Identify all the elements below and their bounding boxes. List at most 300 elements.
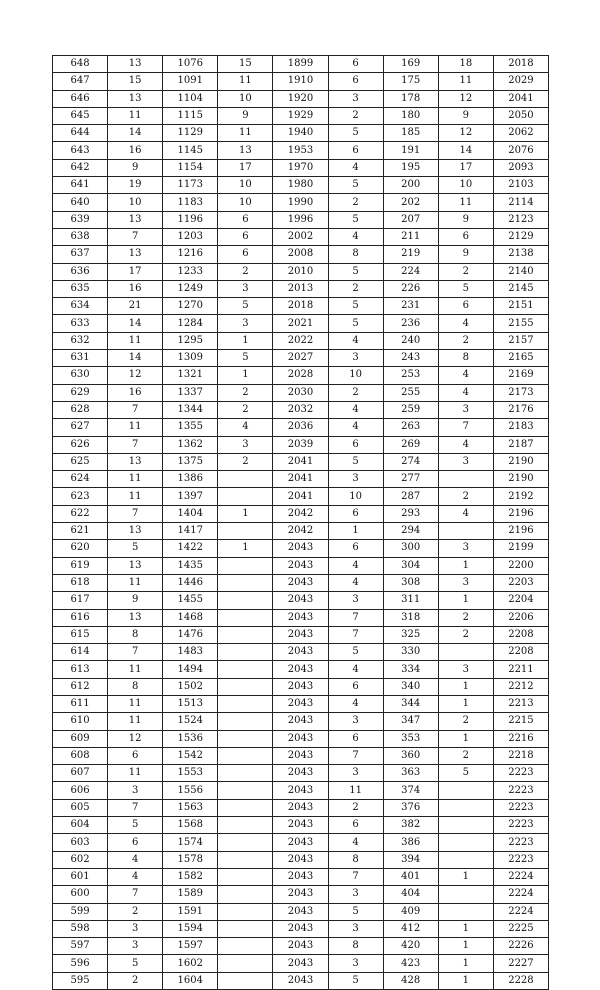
table-cell: 8 <box>328 851 383 868</box>
table-cell: 219 <box>383 246 438 263</box>
table-cell: 7 <box>328 626 383 643</box>
table-cell: 13 <box>108 453 163 470</box>
table-cell: 263 <box>383 419 438 436</box>
table-cell: 202 <box>383 194 438 211</box>
table-cell: 2145 <box>493 280 548 297</box>
table-cell: 1 <box>218 332 273 349</box>
table-cell: 4 <box>328 401 383 418</box>
table-cell: 1145 <box>163 142 218 159</box>
table-cell: 1115 <box>163 107 218 124</box>
table-cell: 2183 <box>493 419 548 436</box>
table-cell: 624 <box>53 471 108 488</box>
table-row <box>53 574 549 591</box>
table-cell: 2216 <box>493 730 548 747</box>
table-cell: 14 <box>438 142 493 159</box>
table-cell <box>438 851 493 868</box>
table-cell: 647 <box>53 73 108 90</box>
table-cell: 325 <box>383 626 438 643</box>
table-cell: 2 <box>328 384 383 401</box>
table-cell: 612 <box>53 678 108 695</box>
table-row <box>53 298 549 315</box>
table-cell: 1455 <box>163 592 218 609</box>
table-cell: 5 <box>328 263 383 280</box>
table-cell: 6 <box>328 436 383 453</box>
table-cell: 231 <box>383 298 438 315</box>
table-cell: 1173 <box>163 177 218 194</box>
table-cell: 7 <box>328 868 383 885</box>
table-cell: 1309 <box>163 350 218 367</box>
table-cell: 3 <box>108 920 163 937</box>
table-cell: 4 <box>438 367 493 384</box>
table-cell: 633 <box>53 315 108 332</box>
table-row <box>53 177 549 194</box>
table-cell: 16 <box>108 384 163 401</box>
table-cell: 11 <box>438 194 493 211</box>
table-cell: 6 <box>218 228 273 245</box>
table-cell: 13 <box>108 90 163 107</box>
table-cell: 7 <box>438 419 493 436</box>
table-cell: 6 <box>328 540 383 557</box>
table-cell: 17 <box>438 159 493 176</box>
table-cell: 11 <box>108 107 163 124</box>
table-cell <box>218 592 273 609</box>
table-cell: 14 <box>108 125 163 142</box>
table-cell: 645 <box>53 107 108 124</box>
table-cell: 3 <box>438 540 493 557</box>
table-cell: 240 <box>383 332 438 349</box>
table-cell: 609 <box>53 730 108 747</box>
table-row <box>53 505 549 522</box>
table-cell: 2204 <box>493 592 548 609</box>
table-cell: 1404 <box>163 505 218 522</box>
table-cell: 200 <box>383 177 438 194</box>
table-cell: 386 <box>383 834 438 851</box>
table-cell: 1 <box>438 955 493 972</box>
table-cell <box>218 782 273 799</box>
table-cell: 622 <box>53 505 108 522</box>
table-row <box>53 938 549 955</box>
table-cell: 2155 <box>493 315 548 332</box>
table-cell <box>218 765 273 782</box>
table-cell: 6 <box>328 730 383 747</box>
table-cell: 6 <box>218 211 273 228</box>
table-row <box>53 384 549 401</box>
table-row <box>53 747 549 764</box>
table-cell: 2223 <box>493 817 548 834</box>
table-cell: 6 <box>108 834 163 851</box>
table-cell: 2223 <box>493 782 548 799</box>
table-cell: 1 <box>218 540 273 557</box>
table-cell: 2 <box>438 713 493 730</box>
table-cell <box>438 834 493 851</box>
table-cell: 3 <box>218 315 273 332</box>
table-cell: 11 <box>218 125 273 142</box>
table-cell: 598 <box>53 920 108 937</box>
table-cell <box>438 782 493 799</box>
table-cell: 11 <box>108 695 163 712</box>
table-cell: 1920 <box>273 90 328 107</box>
table-cell <box>218 799 273 816</box>
table-cell: 2043 <box>273 938 328 955</box>
table-cell: 412 <box>383 920 438 937</box>
table-cell: 2043 <box>273 782 328 799</box>
table-cell: 1 <box>218 367 273 384</box>
table-cell: 2196 <box>493 505 548 522</box>
table-row <box>53 488 549 505</box>
table-cell: 8 <box>108 626 163 643</box>
table-row <box>53 436 549 453</box>
table-cell: 2043 <box>273 955 328 972</box>
table-cell: 1337 <box>163 384 218 401</box>
table-cell: 2 <box>218 453 273 470</box>
table-cell: 224 <box>383 263 438 280</box>
table-cell <box>218 972 273 989</box>
table-cell: 1582 <box>163 868 218 885</box>
table-cell: 17 <box>218 159 273 176</box>
table-cell: 2 <box>438 626 493 643</box>
table-cell: 1 <box>438 557 493 574</box>
table-cell: 616 <box>53 609 108 626</box>
table-row <box>53 471 549 488</box>
table-cell: 318 <box>383 609 438 626</box>
table-cell: 3 <box>328 471 383 488</box>
table-cell: 2 <box>328 107 383 124</box>
table-cell: 2043 <box>273 920 328 937</box>
table-cell: 2208 <box>493 644 548 661</box>
table-cell: 277 <box>383 471 438 488</box>
table-cell: 18 <box>438 56 493 73</box>
table-row <box>53 626 549 643</box>
table-cell: 4 <box>328 159 383 176</box>
table-cell: 1591 <box>163 903 218 920</box>
table-cell: 595 <box>53 972 108 989</box>
table-cell: 2224 <box>493 886 548 903</box>
table-cell: 340 <box>383 678 438 695</box>
table-cell: 1556 <box>163 782 218 799</box>
table-cell: 1502 <box>163 678 218 695</box>
table-cell: 11 <box>108 765 163 782</box>
table-row <box>53 886 549 903</box>
table-cell: 629 <box>53 384 108 401</box>
table-cell: 1953 <box>273 142 328 159</box>
table-cell: 1578 <box>163 851 218 868</box>
table-cell: 294 <box>383 523 438 540</box>
table-cell: 334 <box>383 661 438 678</box>
table-cell: 3 <box>438 661 493 678</box>
table-cell: 1397 <box>163 488 218 505</box>
table-cell: 360 <box>383 747 438 764</box>
table-cell: 5 <box>328 453 383 470</box>
table-cell: 2223 <box>493 799 548 816</box>
table-cell: 374 <box>383 782 438 799</box>
table-cell: 1249 <box>163 280 218 297</box>
table-cell: 640 <box>53 194 108 211</box>
table-cell: 3 <box>218 436 273 453</box>
table-cell: 12 <box>108 730 163 747</box>
table-row <box>53 678 549 695</box>
table-cell: 9 <box>438 211 493 228</box>
table-cell: 14 <box>108 350 163 367</box>
table-cell: 5 <box>328 903 383 920</box>
table-row <box>53 765 549 782</box>
table-cell: 1568 <box>163 817 218 834</box>
table-cell: 2041 <box>273 488 328 505</box>
table-cell: 4 <box>108 868 163 885</box>
table-cell: 1990 <box>273 194 328 211</box>
table-cell: 5 <box>328 315 383 332</box>
table-cell: 169 <box>383 56 438 73</box>
table-cell: 2 <box>438 609 493 626</box>
table-cell: 637 <box>53 246 108 263</box>
table-cell: 2043 <box>273 592 328 609</box>
table-cell: 2151 <box>493 298 548 315</box>
table-row <box>53 453 549 470</box>
table-cell: 13 <box>108 523 163 540</box>
table-cell: 5 <box>218 350 273 367</box>
table-cell: 6 <box>108 747 163 764</box>
table-row <box>53 834 549 851</box>
table-cell: 2212 <box>493 678 548 695</box>
table-cell: 7 <box>328 609 383 626</box>
table-cell: 6 <box>328 678 383 695</box>
table-cell: 2129 <box>493 228 548 245</box>
table-cell: 2114 <box>493 194 548 211</box>
table-cell <box>218 834 273 851</box>
table-cell: 2140 <box>493 263 548 280</box>
table-cell <box>438 523 493 540</box>
table-cell: 2021 <box>273 315 328 332</box>
table-cell: 5 <box>328 972 383 989</box>
table-row <box>53 799 549 816</box>
table-cell: 2043 <box>273 799 328 816</box>
table-cell: 5 <box>218 298 273 315</box>
table-cell: 1154 <box>163 159 218 176</box>
table-cell: 1375 <box>163 453 218 470</box>
table-row <box>53 592 549 609</box>
table-cell: 207 <box>383 211 438 228</box>
table-cell: 2043 <box>273 661 328 678</box>
table-cell <box>218 713 273 730</box>
table-cell: 5 <box>328 644 383 661</box>
table-row <box>53 920 549 937</box>
table-cell: 180 <box>383 107 438 124</box>
table-cell: 2103 <box>493 177 548 194</box>
table-cell: 620 <box>53 540 108 557</box>
table-cell: 599 <box>53 903 108 920</box>
table-cell: 2041 <box>493 90 548 107</box>
table-cell: 2018 <box>273 298 328 315</box>
table-row <box>53 955 549 972</box>
table-cell: 308 <box>383 574 438 591</box>
table-cell: 1295 <box>163 332 218 349</box>
table-cell: 2223 <box>493 834 548 851</box>
table-cell: 420 <box>383 938 438 955</box>
table-cell <box>218 903 273 920</box>
table-cell: 1980 <box>273 177 328 194</box>
table-cell: 625 <box>53 453 108 470</box>
table-row <box>53 332 549 349</box>
table-cell: 10 <box>438 177 493 194</box>
table-cell: 1594 <box>163 920 218 937</box>
table-cell: 10 <box>328 488 383 505</box>
table-cell <box>218 920 273 937</box>
table-cell: 1468 <box>163 609 218 626</box>
table-cell: 4 <box>328 419 383 436</box>
table-cell: 304 <box>383 557 438 574</box>
table-cell: 2227 <box>493 955 548 972</box>
table-cell: 2028 <box>273 367 328 384</box>
table-row <box>53 782 549 799</box>
table-cell: 631 <box>53 350 108 367</box>
table-row <box>53 315 549 332</box>
table-cell: 1970 <box>273 159 328 176</box>
table-cell: 10 <box>218 177 273 194</box>
table-row <box>53 851 549 868</box>
table-cell: 1386 <box>163 471 218 488</box>
table-cell: 2 <box>328 194 383 211</box>
table-cell: 1 <box>438 678 493 695</box>
table-cell: 606 <box>53 782 108 799</box>
table-cell: 3 <box>328 90 383 107</box>
table-cell: 6 <box>328 817 383 834</box>
table-cell: 2223 <box>493 851 548 868</box>
table-cell <box>438 471 493 488</box>
table-cell: 636 <box>53 263 108 280</box>
table-cell: 3 <box>328 592 383 609</box>
table-cell: 2043 <box>273 626 328 643</box>
table-cell: 11 <box>108 488 163 505</box>
table-cell: 5 <box>108 817 163 834</box>
table-cell: 2043 <box>273 765 328 782</box>
table-cell: 1129 <box>163 125 218 142</box>
table-cell: 1476 <box>163 626 218 643</box>
table-cell: 3 <box>328 955 383 972</box>
table-cell: 9 <box>438 107 493 124</box>
table-cell: 394 <box>383 851 438 868</box>
table-cell: 4 <box>108 851 163 868</box>
table-cell: 287 <box>383 488 438 505</box>
table-cell <box>438 886 493 903</box>
table-cell: 2 <box>438 747 493 764</box>
table-row <box>53 419 549 436</box>
table-cell: 611 <box>53 695 108 712</box>
table-cell: 5 <box>328 298 383 315</box>
table-cell: 274 <box>383 453 438 470</box>
table-cell: 12 <box>438 125 493 142</box>
table-cell: 1446 <box>163 574 218 591</box>
table-cell: 2039 <box>273 436 328 453</box>
table-row <box>53 903 549 920</box>
table-cell: 2196 <box>493 523 548 540</box>
table-cell: 604 <box>53 817 108 834</box>
table-cell <box>218 938 273 955</box>
table-cell: 409 <box>383 903 438 920</box>
table-cell: 635 <box>53 280 108 297</box>
table-cell: 4 <box>328 661 383 678</box>
table-cell: 4 <box>328 834 383 851</box>
table-cell: 597 <box>53 938 108 955</box>
table-cell: 7 <box>108 799 163 816</box>
table-cell: 330 <box>383 644 438 661</box>
table-cell: 4 <box>328 557 383 574</box>
table-cell: 1216 <box>163 246 218 263</box>
table-cell: 1589 <box>163 886 218 903</box>
table-cell: 2043 <box>273 972 328 989</box>
table-cell: 5 <box>328 211 383 228</box>
table-cell: 2123 <box>493 211 548 228</box>
table-cell: 7 <box>108 644 163 661</box>
table-cell: 614 <box>53 644 108 661</box>
table-cell: 12 <box>108 367 163 384</box>
table-cell: 6 <box>328 73 383 90</box>
table-cell: 1597 <box>163 938 218 955</box>
table-cell: 3 <box>218 280 273 297</box>
table-row <box>53 107 549 124</box>
table-cell: 2062 <box>493 125 548 142</box>
table-cell: 13 <box>108 609 163 626</box>
table-cell: 2043 <box>273 557 328 574</box>
table-cell: 617 <box>53 592 108 609</box>
table-cell: 5 <box>108 955 163 972</box>
table-cell: 13 <box>108 557 163 574</box>
table-cell: 2041 <box>273 471 328 488</box>
table-cell: 3 <box>328 886 383 903</box>
table-cell: 2211 <box>493 661 548 678</box>
table-cell: 2041 <box>273 453 328 470</box>
table-cell: 2165 <box>493 350 548 367</box>
table-cell: 14 <box>108 315 163 332</box>
table-cell: 5 <box>438 765 493 782</box>
table-cell: 175 <box>383 73 438 90</box>
table-cell: 10 <box>218 194 273 211</box>
table-cell: 11 <box>108 419 163 436</box>
table-cell: 195 <box>383 159 438 176</box>
table-cell: 1 <box>438 730 493 747</box>
table-cell: 630 <box>53 367 108 384</box>
table-row <box>53 644 549 661</box>
table-cell: 610 <box>53 713 108 730</box>
table-cell: 2043 <box>273 730 328 747</box>
table-cell: 269 <box>383 436 438 453</box>
table-cell <box>218 523 273 540</box>
table-cell: 1091 <box>163 73 218 90</box>
table-cell: 2208 <box>493 626 548 643</box>
table-cell: 3 <box>108 938 163 955</box>
table-cell: 16 <box>108 280 163 297</box>
table-cell: 6 <box>328 505 383 522</box>
table-cell: 3 <box>328 713 383 730</box>
table-cell: 2029 <box>493 73 548 90</box>
table-cell: 11 <box>108 713 163 730</box>
table-cell <box>218 851 273 868</box>
table-cell: 2157 <box>493 332 548 349</box>
table-cell: 1 <box>328 523 383 540</box>
table-cell: 2176 <box>493 401 548 418</box>
table-cell: 2010 <box>273 263 328 280</box>
table-cell: 2013 <box>273 280 328 297</box>
table-row <box>53 540 549 557</box>
table-cell: 2036 <box>273 419 328 436</box>
table-cell: 211 <box>383 228 438 245</box>
table-cell: 2008 <box>273 246 328 263</box>
table-cell: 428 <box>383 972 438 989</box>
table-cell: 613 <box>53 661 108 678</box>
table-row <box>53 401 549 418</box>
table-cell: 7 <box>108 505 163 522</box>
table-cell: 643 <box>53 142 108 159</box>
table-cell: 10 <box>328 367 383 384</box>
table-cell: 618 <box>53 574 108 591</box>
